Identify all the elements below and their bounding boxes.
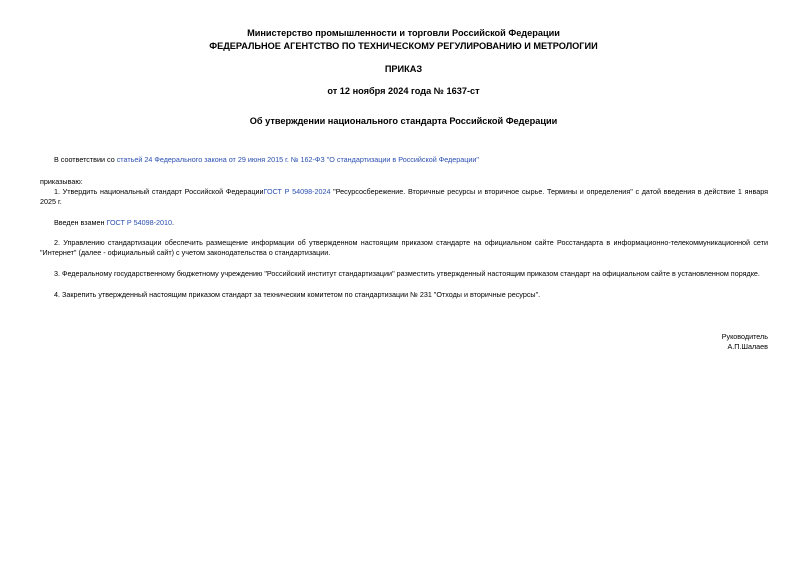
item-4-paragraph: 4. Закрепить утвержденный настоящим приказом стандарт за техническим комитетом по стандартизации № 231 "Отходы и вторичные ресурсы". (54, 290, 541, 299)
agency-title: ФЕДЕРАЛЬНОЕ АГЕНТСТВО ПО ТЕХНИЧЕСКОМУ РЕГУЛИРОВАНИЮ И МЕТРОЛОГИИ (209, 41, 598, 51)
item-2-paragraph: 2. Управлению стандартизации обеспечить размещение информации об утвержденном настоящим приказом стандарте на официальном сайте Росстандарта в информационно-телекоммуникационной сети "Интернет" (далее - официальный сайт) с учетом законодательства о стандартизации. (40, 238, 768, 257)
item-1-paragraph (40, 187, 768, 207)
replaced-paragraph (40, 218, 768, 228)
replaced-text-end: . (172, 218, 175, 227)
document-subject: Об утверждении национального стандарта Российской Федерации (249, 116, 558, 126)
item-1-text-rest: "Ресурсосбережение. Вторичные ресурсы и вторичное сырье. Термины и определения" с датой введения в действие 1 января 2025 г. (40, 187, 769, 206)
item-1-text: 1. Утвердить национальный стандарт Российской Федерации (54, 187, 264, 196)
federal-law-link[interactable]: статьей 24 Федерального закона от 29 июня 2015 г. № 162-ФЗ "О стандартизации в Российской Федерации" (116, 155, 479, 164)
signature-name: А.П.Шалаев (727, 342, 768, 351)
document-type: ПРИКАЗ (384, 64, 423, 74)
ministry-title: Министерство промышленности и торговли Российской Федерации (247, 28, 560, 38)
replaced-text: Введен взамен (54, 218, 107, 227)
gost-2010-link[interactable]: ГОСТ Р 54098-2010 (106, 218, 173, 227)
preamble-paragraph (40, 155, 768, 165)
signature-title: Руководитель (721, 332, 768, 341)
order-word: приказываю: (40, 177, 83, 186)
document-date-number: от 12 ноября 2024 года № 1637-ст (327, 86, 480, 96)
gost-2024-link[interactable]: ГОСТ Р 54098-2024 (263, 187, 331, 196)
preamble-text: В соответствии со (54, 155, 117, 164)
item-3-paragraph: 3. Федеральному государственному бюджетному учреждению "Российский институт стандартизации" разместить утвержденный настоящим приказом стандарт на официальном сайте в установленном порядке. (54, 269, 760, 278)
